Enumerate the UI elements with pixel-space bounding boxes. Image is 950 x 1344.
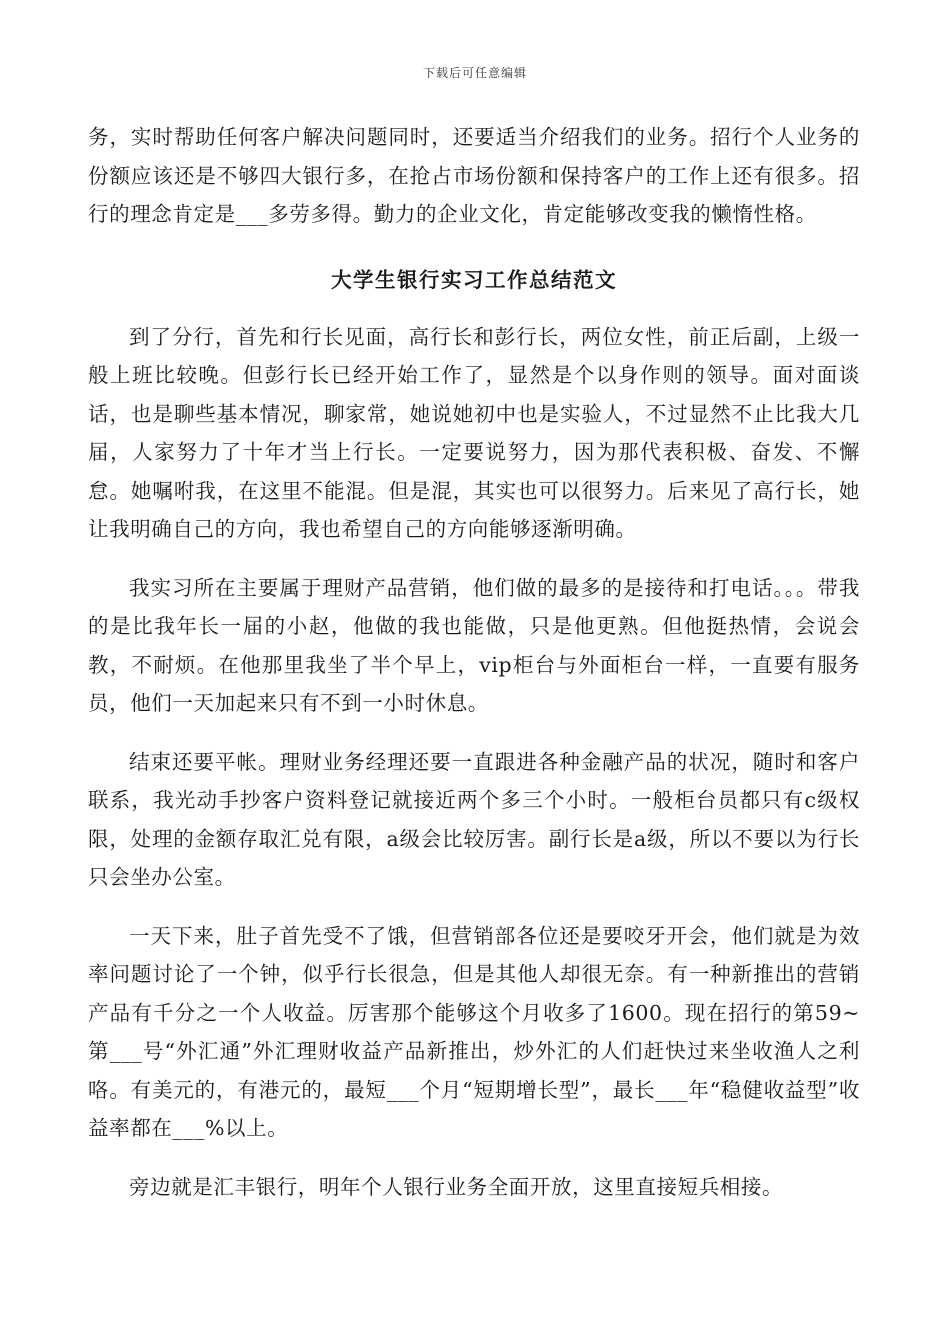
paragraph-3: 结束还要平帐。理财业务经理还要一直跟进各种金融产品的状况，随时和客户联系，我光动手抄客户资料登记就接近两个多三个小时。一般柜台员都只有c级权限，处理的金额存取汇兑有限，a级会比较厉害。副行长是a级，所以不要以为行长只会坐办公室。	[88, 749, 860, 889]
document-body	[88, 118, 860, 1206]
page-header: 下载后可任意编辑	[422, 66, 527, 80]
document-title: 大学生银行实习工作总结范文	[331, 267, 617, 292]
intro-paragraph: 务，实时帮助任何客户解决问题同时，还要适当介绍我们的业务。招行个人业务的份额应该还是不够四大银行多，在抢占市场份额和保持客户的工作上还有很多。招行的理念肯定是___多劳多得。勤力的企业文化，肯定能够改变我的懒惰性格。	[88, 125, 860, 226]
paragraph-5: 旁边就是汇丰银行，明年个人银行业务全面开放，这里直接短兵相接。	[129, 1174, 784, 1199]
paragraph-4: 一天下来，肚子首先受不了饿，但营销部各位还是要咬牙开会，他们就是为效率问题讨论了一个钟，似乎行长很急，但是其他人却很无奈。有一种新推出的营销产品有千分之一个人收益。厉害那个能够这个月收多了1600。现在招行的第59~第___号“外汇通”外汇理财收益产品新推出，炒外汇的人们赶快过来坐收渔人之利咯。有美元的，有港元的，最短___个月“短期增长型”，最长___年“稳健收益型”收益率都在___%以上。	[88, 923, 860, 1140]
paragraph-1: 到了分行，首先和行长见面，高行长和彭行长，两位女性，前正后副，上级一般上班比较晚。但彭行长已经开始工作了，显然是个以身作则的领导。面对面谈话，也是聊些基本情况，聊家常，她说她初中也是实验人，不过显然不止比我大几届，人家努力了十年才当上行长。一定要说努力，因为那代表积极、奋发、不懈怠。她嘱咐我，在这里不能混。但是混，其实也可以很努力。后来见了高行长，她让我明确自己的方向，我也希望自己的方向能够逐渐明确。	[88, 324, 860, 541]
paragraph-2: 我实习所在主要属于理财产品营销，他们做的最多的是接待和打电话。。。带我的是比我年长一届的小赵，他做的我也能做，只是他更熟。但他挺热情，会说会教，不耐烦。在他那里我坐了半个早上，vip柜台与外面柜台一样，一直要有服务员，他们一天加起来只有不到一小时休息。	[88, 575, 860, 715]
